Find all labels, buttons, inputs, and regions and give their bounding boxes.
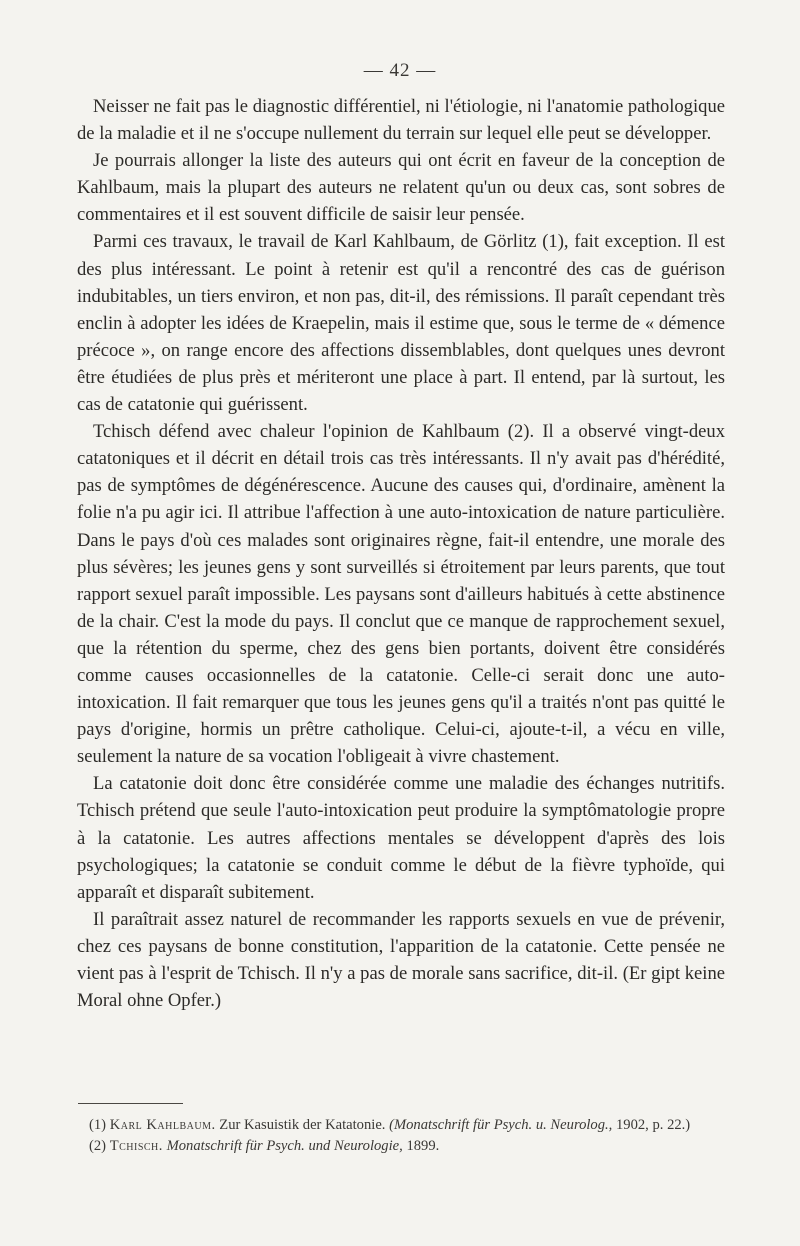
footnote-tail: 1902, p. 22.) <box>615 1117 691 1133</box>
footnote-journal: (Monatschrift für Psych. u. Neurolog., <box>389 1117 613 1133</box>
page-number: — 42 — <box>363 60 437 81</box>
footnote-marker: (2) <box>89 1137 107 1154</box>
footnote-tail: 1899. <box>406 1137 440 1154</box>
paragraph: Tchisch défend avec chaleur l'opinion de Kahlbaum (2). Il a observé vingt-deux catatoniques et il décrit en détail trois cas très intéressants. Il n'y avait pas d'hérédité, pas de symptômes de dégénérescence. Aucune des causes qui, d'ordinaire, amènent la folie n'a pu agir ici. Il attribue l'affection à une auto-intoxication de nature particulière. Dans le pays d'où ces malades sont originaires règne, fait-il entendre, une morale des plus sévères; les jeunes gens y sont surveillés si étroitement par leurs parents, que tout rapport sexuel paraît impossible. Les paysans sont d'ailleurs habitués à cette abstinence de la chair. C'est la mode du pays. Il conclut que ce manque de rapprochement sexuel, que la rétention du sperme, chez des gens bien portants, doivent être considérés comme causes occasionnelles de la catatonie. Celle-ci serait donc une auto-intoxication. Il fait remarquer que tous les jeunes gens qu'il a traités n'ont pas quitté le pays d'origine, hormis un prêtre catholique. Celui-ci, ajoute-t-il, a vécu en ville, seulement la nature de sa vocation l'obligeait à vivre chastement. <box>77 421 725 768</box>
footnote-title: Zur Kasuistik der Katatonie. <box>219 1117 386 1133</box>
footnote-journal: Monatschrift für Psych. und Neurologie, <box>166 1137 403 1154</box>
paragraph: Il paraîtrait assez naturel de recommander les rapports sexuels en vue de prévenir, chez ces paysans de bonne constitution, l'apparition de la catatonie. Cette pensée ne vient pas à l'esprit de Tchisch. Il n'y a pas de morale sans sacrifice, dit-il. (Er gipt keine Moral ohne Opfer.) <box>77 908 725 1012</box>
footnote <box>77 1136 725 1157</box>
paragraph: Parmi ces travaux, le travail de Karl Kahlbaum, de Görlitz (1), fait exception. Il est des plus intéressant. Le point à retenir est qu'il a rencontré des cas de guérison indubitables, un tiers environ, et non pas, dit-il, des rémissions. Il paraît cependant très enclin à adopter les idées de Kraepelin, mais il estime que, sous le terme de « démence précoce », on range encore des affections dissemblables, dont quelques unes devront être étudiées de plus près et mériteront une place à part. Il entend, par là surtout, les cas de catatonie qui guérissent. <box>77 231 725 416</box>
paragraph: Je pourrais allonger la liste des auteurs qui ont écrit en faveur de la conception de Kahlbaum, mais la plupart des auteurs ne relatent qu'un ou deux cas, sont sobres de commentaires et il est souvent difficile de saisir leur pensée. <box>77 150 725 226</box>
paragraph: Neisser ne fait pas le diagnostic différentiel, ni l'étiologie, ni l'anatomie pathologique de la maladie et il ne s'occupe nullement du terrain sur lequel elle peut se développer. <box>77 96 725 145</box>
footnotes <box>77 1115 725 1156</box>
footnote-divider <box>78 1103 183 1104</box>
body-text <box>77 93 725 1014</box>
footnote-author: Tchisch. <box>109 1137 163 1154</box>
paragraph: La catatonie doit donc être considérée comme une maladie des échanges nutritifs. Tchisch prétend que seule l'auto-intoxication peut produire la symptômatologie propre à la catatonie. Les autres affections mentales se développent d'après des lois psychologiques; la catatonie se conduit comme le début de la fièvre typhoïde, qui apparaît et disparaît subitement. <box>77 773 725 903</box>
footnote-marker: (1) <box>89 1117 107 1133</box>
footnote-author: Karl Kahlbaum. <box>109 1117 216 1133</box>
footnote <box>77 1115 725 1136</box>
